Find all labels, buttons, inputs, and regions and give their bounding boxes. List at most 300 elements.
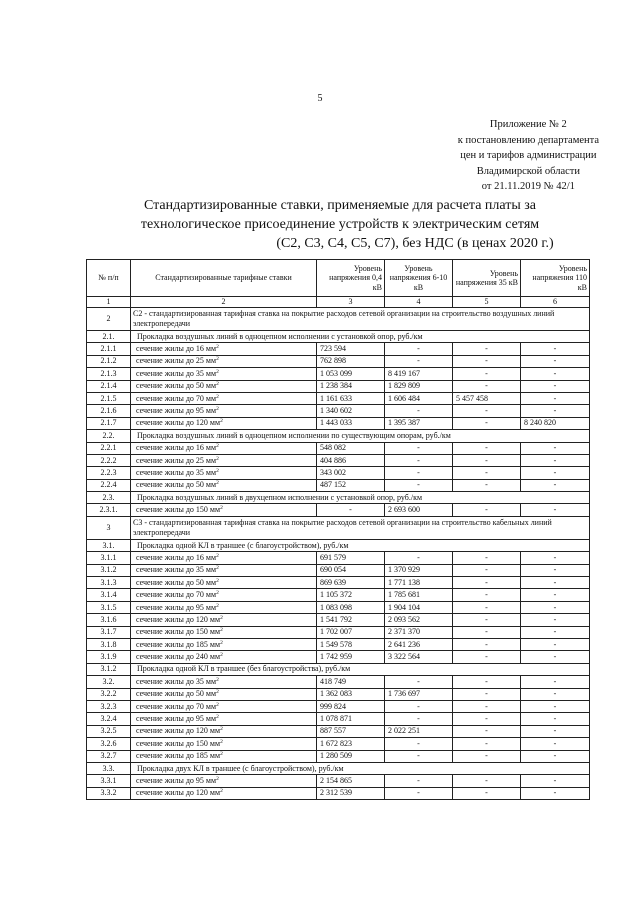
unit-superscript: 2 — [220, 627, 223, 634]
column-number: 3 — [317, 297, 385, 308]
rate-value: - — [385, 442, 453, 454]
rate-value: 1 771 138 — [385, 577, 453, 589]
rate-value: 1 395 387 — [385, 417, 453, 429]
rate-value: - — [521, 442, 590, 454]
rate-value: - — [453, 479, 521, 491]
rate-value: - — [453, 355, 521, 367]
rate-value: - — [521, 454, 590, 466]
rate-value: 691 579 — [317, 552, 385, 564]
rate-value: - — [521, 467, 590, 479]
rate-value: 2 312 539 — [317, 787, 385, 799]
table-row — [87, 638, 590, 650]
rate-value: 1 541 792 — [317, 614, 385, 626]
rate-value: 2 022 251 — [385, 725, 453, 737]
rate-value: - — [385, 787, 453, 799]
table-row — [87, 601, 590, 613]
rate-value: - — [453, 775, 521, 787]
rate-value: - — [453, 442, 521, 454]
table-row — [87, 343, 590, 355]
row-code: 3.1.5 — [87, 601, 131, 613]
rate-value: - — [385, 713, 453, 725]
table-row — [87, 479, 590, 491]
header-voltage-6-10: Уровень напряжения 6-10 кВ — [385, 260, 453, 297]
row-name-text: сечение жилы до 150 мм — [136, 505, 221, 515]
table-header-row — [87, 260, 590, 297]
unit-superscript: 2 — [220, 614, 223, 621]
row-name-text: сечение жилы до 70 мм — [136, 590, 217, 600]
rate-value: 1 083 098 — [317, 601, 385, 613]
table-row — [87, 725, 590, 737]
row-name — [131, 343, 317, 355]
table-row — [87, 775, 590, 787]
rate-value: 2 693 600 — [385, 504, 453, 516]
rate-value: - — [521, 405, 590, 417]
row-name-text: сечение жилы до 95 мм — [136, 714, 217, 724]
table-row — [87, 564, 590, 576]
rate-value: - — [385, 738, 453, 750]
rate-value: - — [453, 738, 521, 750]
rate-value: - — [453, 626, 521, 638]
row-name — [131, 750, 317, 762]
subsection-row — [87, 539, 590, 551]
unit-superscript: 2 — [220, 788, 223, 795]
rate-value: - — [453, 343, 521, 355]
rate-value: - — [521, 552, 590, 564]
rate-value: 1 370 929 — [385, 564, 453, 576]
rate-value: 2 641 236 — [385, 638, 453, 650]
rate-value: 2 093 562 — [385, 614, 453, 626]
row-name-text: сечение жилы до 25 мм — [136, 356, 217, 366]
rate-value: 5 457 458 — [453, 392, 521, 404]
unit-superscript: 2 — [216, 381, 219, 388]
row-code: 3.1.9 — [87, 651, 131, 663]
rate-value: 1 053 099 — [317, 368, 385, 380]
row-name — [131, 564, 317, 576]
row-code: 2.1.7 — [87, 417, 131, 429]
rate-value: 8 419 167 — [385, 368, 453, 380]
rate-value: - — [453, 368, 521, 380]
row-name — [131, 725, 317, 737]
row-code: 3.2.3 — [87, 700, 131, 712]
row-name-text: сечение жилы до 240 мм — [136, 652, 221, 662]
table-row — [87, 442, 590, 454]
row-name — [131, 355, 317, 367]
title-line: Стандартизированные ставки, применяемые для расчета платы за — [143, 198, 537, 213]
row-name-text: сечение жилы до 185 мм — [136, 639, 221, 649]
row-code: 2.1.1 — [87, 343, 131, 355]
unit-superscript: 2 — [220, 505, 223, 512]
row-name — [131, 552, 317, 564]
rate-value: 690 054 — [317, 564, 385, 576]
rate-value: 3 322 564 — [385, 651, 453, 663]
row-name — [131, 467, 317, 479]
rate-value: - — [453, 614, 521, 626]
rate-value: - — [453, 688, 521, 700]
unit-superscript: 2 — [216, 552, 219, 559]
unit-superscript: 2 — [216, 689, 219, 696]
column-number-row — [87, 297, 590, 308]
rate-value: - — [385, 552, 453, 564]
rate-value: - — [453, 725, 521, 737]
row-code: 2.2.2 — [87, 454, 131, 466]
appendix-block — [458, 117, 599, 195]
row-code: 3.1. — [87, 539, 131, 551]
rate-value: 1 362 083 — [317, 688, 385, 700]
table-row — [87, 651, 590, 663]
rate-value: 1 606 484 — [385, 392, 453, 404]
table-row — [87, 405, 590, 417]
table-row — [87, 688, 590, 700]
rate-value: 1 742 959 — [317, 651, 385, 663]
subsection-row — [87, 492, 590, 504]
row-code: 2.1.4 — [87, 380, 131, 392]
rate-value: 1 161 633 — [317, 392, 385, 404]
row-code: 3.2.5 — [87, 725, 131, 737]
rate-value: 762 898 — [317, 355, 385, 367]
rate-value: - — [521, 380, 590, 392]
row-code: 3 — [87, 516, 131, 539]
table-row — [87, 577, 590, 589]
table-row — [87, 589, 590, 601]
row-code: 3.2.7 — [87, 750, 131, 762]
unit-superscript: 2 — [220, 418, 223, 425]
rate-value: - — [521, 700, 590, 712]
row-name — [131, 454, 317, 466]
rate-value: 869 639 — [317, 577, 385, 589]
rate-value: - — [521, 614, 590, 626]
rate-value: - — [521, 589, 590, 601]
rate-value: - — [453, 700, 521, 712]
rate-value: 1 238 384 — [317, 380, 385, 392]
rate-value: 1 280 509 — [317, 750, 385, 762]
rate-value: - — [521, 504, 590, 516]
table-row — [87, 392, 590, 404]
row-code: 3.2.2 — [87, 688, 131, 700]
rate-value: - — [453, 750, 521, 762]
row-name-text: сечение жилы до 50 мм — [136, 480, 217, 490]
rate-value: - — [521, 368, 590, 380]
row-name-text: сечение жилы до 120 мм — [136, 418, 221, 428]
rate-value: 343 002 — [317, 467, 385, 479]
rate-value: - — [521, 355, 590, 367]
subsection-title: Прокладка двух КЛ в траншее (с благоустройством), руб./км — [131, 762, 590, 774]
unit-superscript: 2 — [220, 652, 223, 659]
rate-value: 1 829 809 — [385, 380, 453, 392]
rate-value: - — [385, 775, 453, 787]
section-title: С2 - стандартизированная тарифная ставка на покрытие расходов сетевой организации на строительство воздушных линий электропередачи — [131, 308, 590, 331]
row-name-text: сечение жилы до 150 мм — [136, 627, 221, 637]
row-name-text: сечение жилы до 150 мм — [136, 738, 221, 748]
rate-value: - — [453, 713, 521, 725]
header-voltage-04: Уровень напряжения 0,4 кВ — [317, 260, 385, 297]
subsection-title: Прокладка воздушных линий в двухцепном исполнении с установкой опор, руб./км — [131, 492, 590, 504]
row-code: 3.3.2 — [87, 787, 131, 799]
rate-value: - — [521, 577, 590, 589]
row-code: 3.1.1 — [87, 552, 131, 564]
unit-superscript: 2 — [216, 676, 219, 683]
row-name-text: сечение жилы до 120 мм — [136, 788, 221, 798]
row-name — [131, 392, 317, 404]
table-row — [87, 380, 590, 392]
row-name-text: сечение жилы до 50 мм — [136, 577, 217, 587]
header-num: № п/п — [87, 260, 131, 297]
section-title: С3 - стандартизированная тарифная ставка на покрытие расходов сетевой организации на строительство кабельных линий электропередачи — [131, 516, 590, 539]
rate-value: 1 549 578 — [317, 638, 385, 650]
table-body — [87, 308, 590, 800]
row-name — [131, 479, 317, 491]
row-name-text: сечение жилы до 35 мм — [136, 565, 217, 575]
rate-value: - — [453, 467, 521, 479]
rate-value: 1 443 033 — [317, 417, 385, 429]
table-row — [87, 504, 590, 516]
rate-value: 2 154 865 — [317, 775, 385, 787]
unit-superscript: 2 — [216, 590, 219, 597]
rate-value: 418 749 — [317, 676, 385, 688]
rates-table — [86, 259, 590, 800]
unit-superscript: 2 — [216, 480, 219, 487]
unit-superscript: 2 — [216, 443, 219, 450]
unit-superscript: 2 — [216, 406, 219, 413]
rate-value: - — [385, 750, 453, 762]
table-row — [87, 368, 590, 380]
rate-value: - — [385, 700, 453, 712]
subsection-title: Прокладка воздушных линий в одноцепном исполнении с установкой опор, руб./км — [131, 331, 590, 343]
row-name — [131, 626, 317, 638]
rate-value: - — [453, 564, 521, 576]
rate-value: 8 240 820 — [521, 417, 590, 429]
rate-value: - — [521, 688, 590, 700]
column-number: 5 — [453, 297, 521, 308]
unit-superscript: 2 — [216, 701, 219, 708]
table-row — [87, 355, 590, 367]
rate-value: - — [521, 738, 590, 750]
row-code: 3.3. — [87, 762, 131, 774]
table-row — [87, 676, 590, 688]
table-row — [87, 700, 590, 712]
row-code: 2.2.3 — [87, 467, 131, 479]
row-name — [131, 442, 317, 454]
row-name-text: сечение жилы до 70 мм — [136, 701, 217, 711]
unit-superscript: 2 — [220, 738, 223, 745]
row-code: 2.1.6 — [87, 405, 131, 417]
appendix-line: Приложение № 2 — [489, 119, 567, 130]
row-code: 2.1. — [87, 331, 131, 343]
rate-value: 723 594 — [317, 343, 385, 355]
row-name — [131, 380, 317, 392]
rate-value: - — [385, 676, 453, 688]
table-row — [87, 614, 590, 626]
column-number: 1 — [87, 297, 131, 308]
row-code: 2 — [87, 308, 131, 331]
row-name-text: сечение жилы до 95 мм — [136, 406, 217, 416]
page-number: 5 — [317, 93, 323, 104]
column-number: 2 — [131, 297, 317, 308]
rate-value: - — [453, 417, 521, 429]
row-name-text: сечение жилы до 25 мм — [136, 455, 217, 465]
row-code: 2.2.1 — [87, 442, 131, 454]
row-code: 3.1.8 — [87, 638, 131, 650]
column-number: 6 — [521, 297, 590, 308]
row-code: 3.1.6 — [87, 614, 131, 626]
row-code: 3.1.3 — [87, 577, 131, 589]
row-name-text: сечение жилы до 16 мм — [136, 344, 217, 354]
rate-value: - — [453, 380, 521, 392]
table-row — [87, 626, 590, 638]
unit-superscript: 2 — [216, 393, 219, 400]
row-name — [131, 638, 317, 650]
rate-value: - — [453, 787, 521, 799]
row-name-text: сечение жилы до 185 мм — [136, 751, 221, 761]
row-name — [131, 614, 317, 626]
subsection-title: Прокладка одной КЛ в траншее (с благоустройством), руб./км — [131, 539, 590, 551]
row-code: 2.1.3 — [87, 368, 131, 380]
row-name — [131, 676, 317, 688]
row-name — [131, 700, 317, 712]
rate-value: - — [521, 479, 590, 491]
title-line: технологическое присоединение устройств к электрическим сетям — [140, 217, 540, 232]
row-name-text: сечение жилы до 50 мм — [136, 381, 217, 391]
row-name-text: сечение жилы до 35 мм — [136, 467, 217, 477]
rate-value: - — [385, 355, 453, 367]
rate-value: - — [385, 479, 453, 491]
rate-value: - — [521, 564, 590, 576]
table-row — [87, 738, 590, 750]
rate-value: - — [521, 638, 590, 650]
header-name: Стандартизированные тарифные ставки — [131, 260, 317, 297]
table-row — [87, 467, 590, 479]
row-name-text: сечение жилы до 70 мм — [136, 393, 217, 403]
rate-value: - — [521, 392, 590, 404]
unit-superscript: 2 — [216, 775, 219, 782]
row-name — [131, 577, 317, 589]
subsection-title: Прокладка воздушных линий в одноцепном исполнении по существующим опорам, руб./км — [131, 430, 590, 442]
row-code: 3.1.2 — [87, 663, 131, 675]
appendix-line: цен и тарифов администрации — [460, 150, 597, 161]
unit-superscript: 2 — [216, 602, 219, 609]
row-code: 3.1.7 — [87, 626, 131, 638]
row-code: 2.2. — [87, 430, 131, 442]
rate-value: 887 557 — [317, 725, 385, 737]
rate-value: - — [453, 577, 521, 589]
rate-value: 1 078 871 — [317, 713, 385, 725]
rate-value: - — [385, 343, 453, 355]
rate-value: - — [453, 454, 521, 466]
rate-value: - — [317, 504, 385, 516]
rate-value: - — [521, 676, 590, 688]
row-name — [131, 688, 317, 700]
row-name — [131, 589, 317, 601]
unit-superscript: 2 — [216, 368, 219, 375]
rate-value: - — [453, 552, 521, 564]
column-number: 4 — [385, 297, 453, 308]
rate-value: - — [521, 713, 590, 725]
rate-value: 548 082 — [317, 442, 385, 454]
unit-superscript: 2 — [220, 726, 223, 733]
rate-value: - — [385, 467, 453, 479]
rate-value: - — [453, 504, 521, 516]
table-row — [87, 552, 590, 564]
row-name-text: сечение жилы до 50 мм — [136, 689, 217, 699]
appendix-line: Владимирской области — [476, 165, 580, 177]
rate-value: - — [453, 638, 521, 650]
subsection-row — [87, 331, 590, 343]
rate-value: 1 105 372 — [317, 589, 385, 601]
row-name — [131, 651, 317, 663]
document-title — [60, 196, 620, 253]
rate-value: - — [521, 626, 590, 638]
rate-value: 1 672 823 — [317, 738, 385, 750]
rate-value: - — [521, 601, 590, 613]
row-code: 3.2.6 — [87, 738, 131, 750]
unit-superscript: 2 — [216, 455, 219, 462]
subsection-row — [87, 663, 590, 675]
row-code: 2.1.5 — [87, 392, 131, 404]
rate-value: 487 152 — [317, 479, 385, 491]
row-name — [131, 775, 317, 787]
unit-superscript: 2 — [220, 751, 223, 758]
row-code: 2.1.2 — [87, 355, 131, 367]
row-name — [131, 787, 317, 799]
row-name — [131, 504, 317, 516]
header-voltage-35: Уровень напряжения 35 кВ — [453, 260, 521, 297]
rate-value: 1 785 681 — [385, 589, 453, 601]
row-code: 3.3.1 — [87, 775, 131, 787]
row-code: 2.2.4 — [87, 479, 131, 491]
row-code: 3.1.4 — [87, 589, 131, 601]
row-name — [131, 417, 317, 429]
row-name — [131, 713, 317, 725]
rate-value: 1 736 697 — [385, 688, 453, 700]
row-name-text: сечение жилы до 35 мм — [136, 676, 217, 686]
rate-value: - — [521, 750, 590, 762]
table-row — [87, 417, 590, 429]
row-name-text: сечение жилы до 120 мм — [136, 726, 221, 736]
rate-value: - — [453, 405, 521, 417]
rate-value: - — [453, 601, 521, 613]
header-voltage-110: Уровень напряжения 110 кВ — [521, 260, 590, 297]
row-code: 3.2. — [87, 676, 131, 688]
subsection-title: Прокладка одной КЛ в траншее (без благоустройства), руб./км — [131, 663, 590, 675]
rate-value: - — [385, 454, 453, 466]
rate-value: - — [521, 725, 590, 737]
table-row — [87, 787, 590, 799]
subsection-row — [87, 430, 590, 442]
row-name-text: сечение жилы до 35 мм — [136, 368, 217, 378]
row-name — [131, 405, 317, 417]
rate-value: 404 886 — [317, 454, 385, 466]
row-code: 3.2.4 — [87, 713, 131, 725]
row-name — [131, 368, 317, 380]
unit-superscript: 2 — [220, 639, 223, 646]
row-name-text: сечение жилы до 95 мм — [136, 602, 217, 612]
unit-superscript: 2 — [216, 356, 219, 363]
table-row — [87, 454, 590, 466]
rate-value: - — [453, 651, 521, 663]
row-name-text: сечение жилы до 95 мм — [136, 775, 217, 785]
rate-value: 1 904 104 — [385, 601, 453, 613]
appendix-line: к постановлению департамента — [457, 134, 599, 146]
table-row — [87, 713, 590, 725]
row-name-text: сечение жилы до 120 мм — [136, 614, 221, 624]
row-name — [131, 601, 317, 613]
unit-superscript: 2 — [216, 467, 219, 474]
rate-value: - — [521, 775, 590, 787]
rate-value: 2 371 370 — [385, 626, 453, 638]
section-row — [87, 516, 590, 539]
row-code: 3.1.2 — [87, 564, 131, 576]
unit-superscript: 2 — [216, 344, 219, 351]
subsection-row — [87, 762, 590, 774]
